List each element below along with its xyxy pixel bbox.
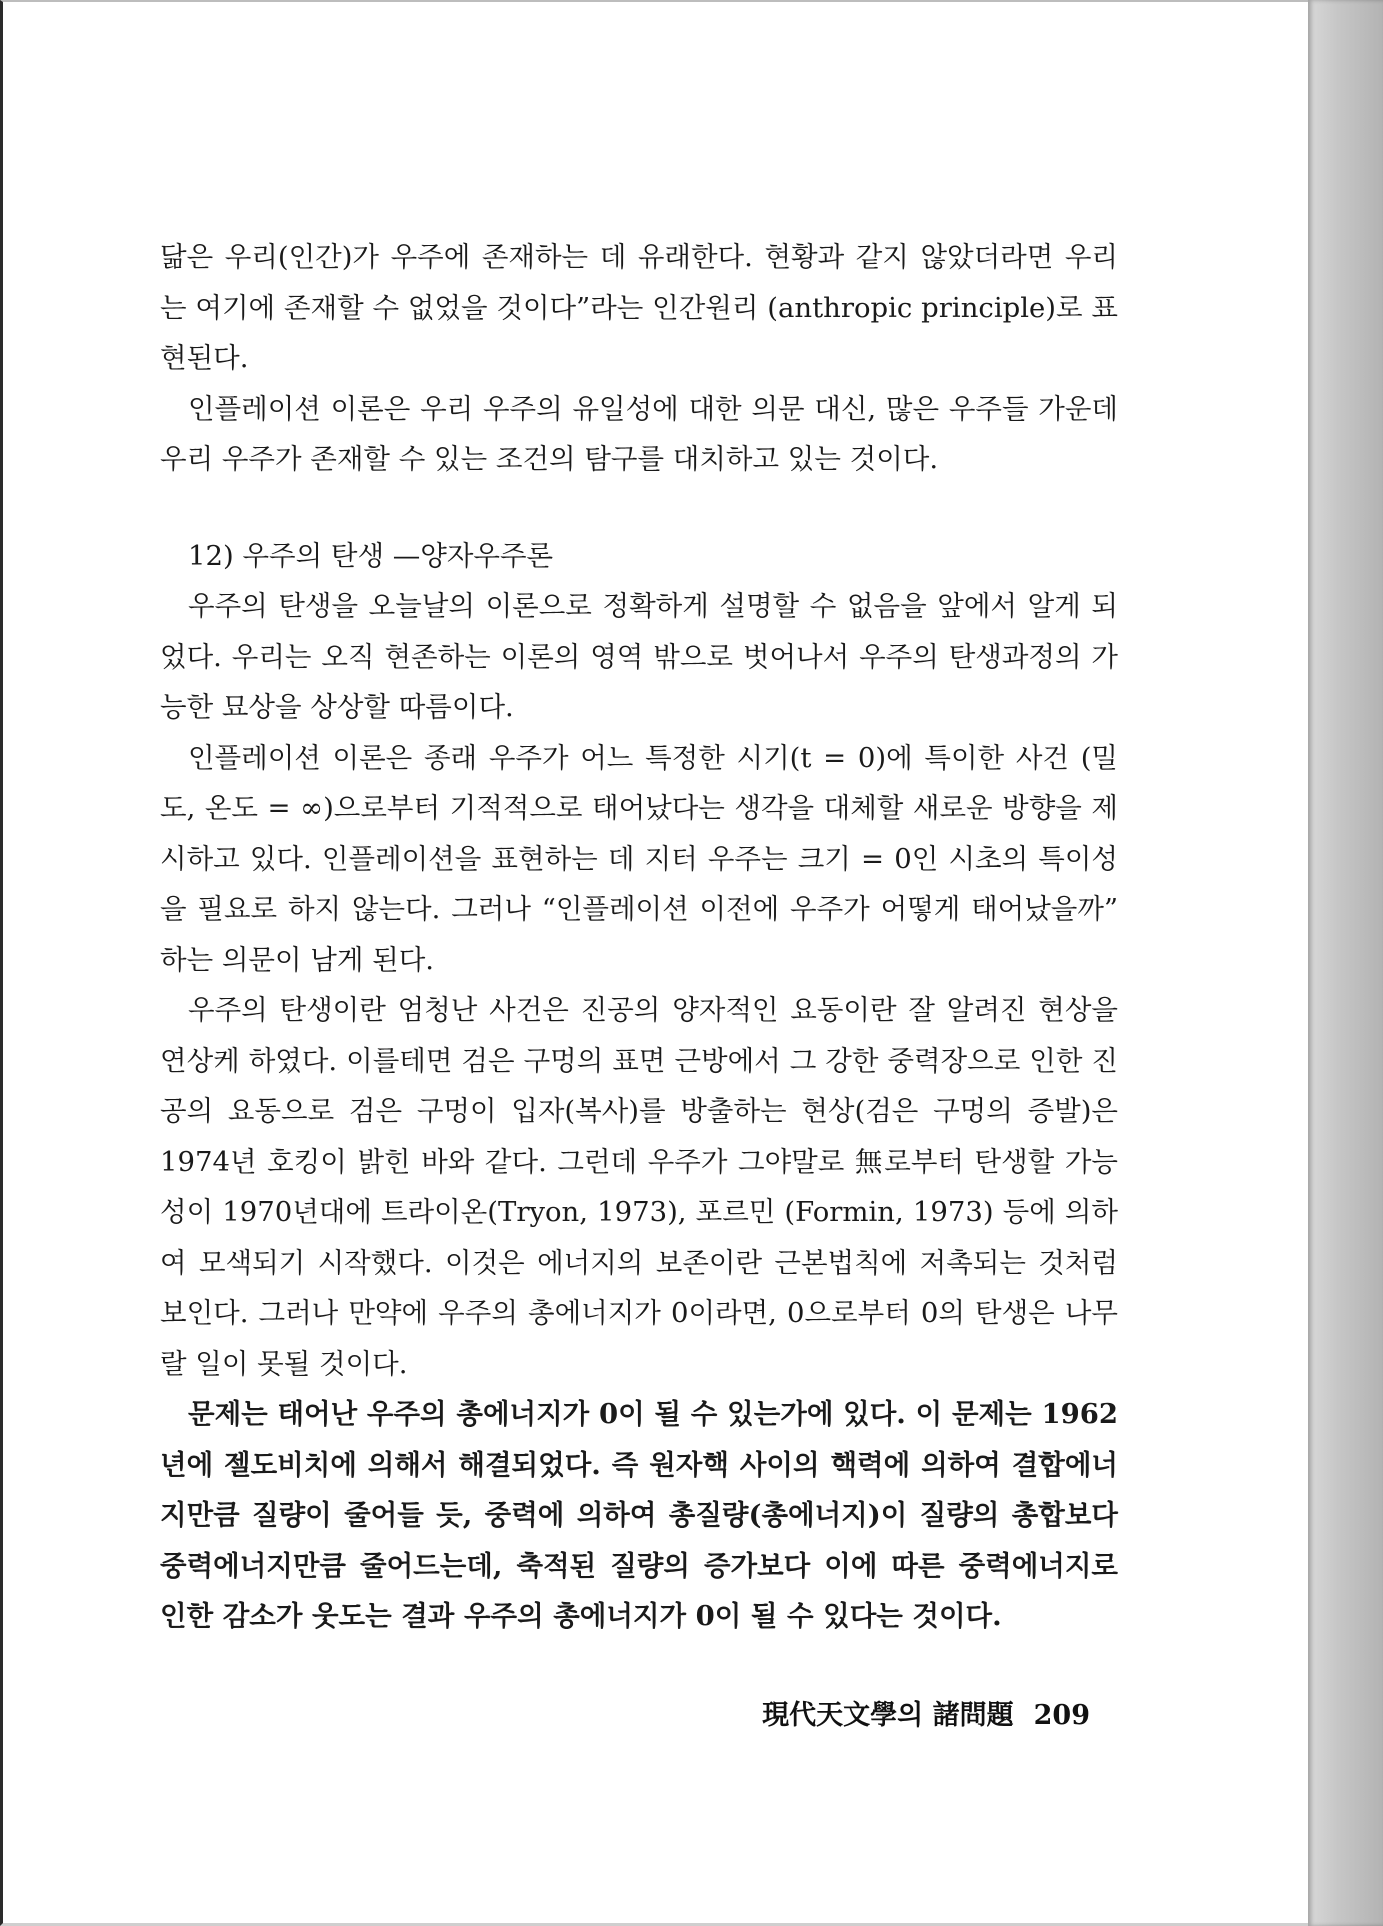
running-title: 現代天文學의 諸問題 bbox=[762, 1700, 1014, 1731]
paragraph-total-energy: 문제는 태어난 우주의 총에너지가 0이 될 수 있는가에 있다. 이 문제는 1962년에 젤도비치에 의해서 해결되었다. 즉 원자핵 사이의 핵력에 의하여 결합에너지만큼 질량이 줄어들 듯, 중력에 의하여 총질량(총에너지)이 질량의 총합보다 중력에너지만큼 줄어드는데, 축적된 질량의 증가보다 이에 따른 중력에너지로 인한 감소가 웃도는 결과 우주의 총에너지가 0이 될 수 있다는 것이다. bbox=[160, 1398, 1118, 1632]
paragraph-birth-of-universe: 우주의 탄생을 오늘날의 이론으로 정확하게 설명할 수 없음을 앞에서 알게 되었다. 우리는 오직 현존하는 이론의 영역 밖으로 벗어나서 우주의 탄생과정의 가능한 묘상을 상상할 따름이다. bbox=[160, 590, 1118, 723]
page-edge-shadow bbox=[1308, 0, 1383, 1926]
paragraph-inflation-singularity: 인플레이션 이론은 종래 우주가 어느 특정한 시기(t = 0)에 특이한 사건 (밀도, 온도 = ∞)으로부터 기적적으로 태어났다는 생각을 대체할 새로운 방향을 제시하고 있다. 인플레이션을 표현하는 데 지터 우주는 크기 = 0인 시초의 특이성을 필요로 하지 않는다. 그러나 “인플레이션 이전에 우주가 어떻게 태어났을까” 하는 의문이 남게 된다. bbox=[160, 741, 1118, 976]
page-footer bbox=[760, 1693, 1090, 1732]
section-heading: 12) 우주의 탄생 —양자우주론 bbox=[188, 539, 554, 572]
paragraph-inflation-uniqueness: 인플레이션 이론은 우리 우주의 유일성에 대한 의문 대신, 많은 우주들 가운데 우리 우주가 존재할 수 있는 조건의 탐구를 대치하고 있는 것이다. bbox=[160, 392, 1118, 475]
body-text bbox=[160, 232, 1118, 1642]
paragraph-vacuum-fluctuation: 우주의 탄생이란 엄청난 사건은 진공의 양자적인 요동이란 잘 알려진 현상을 연상케 하였다. 이를테면 검은 구멍의 표면 근방에서 그 강한 중력장으로 인한 진공의 요동으로 검은 구멍이 입자(복사)를 방출하는 현상(검은 구멍의 증발)은 1974년 호킹이 밝힌 바와 같다. 그런데 우주가 그야말로 無로부터 탄생할 가능성이 1970년대에 트라이온(Tryon, 1973), 포르민 (Formin, 1973) 등에 의하여 모색되기 시작했다. 이것은 에너지의 보존이란 근본법칙에 저촉되는 것처럼 보인다. 그러나 만약에 우주의 총에너지가 0이라면, 0으로부터 0의 탄생은 나무랄 일이 못될 것이다. bbox=[160, 994, 1118, 1380]
page-number: 209 bbox=[1033, 1700, 1090, 1731]
paragraph-continuation: 닮은 우리(인간)가 우주에 존재하는 데 유래한다. 현황과 같지 않았더라면 우리는 여기에 존재할 수 없었을 것이다”라는 인간원리 (anthropic principle)로 표현된다. bbox=[160, 241, 1118, 374]
